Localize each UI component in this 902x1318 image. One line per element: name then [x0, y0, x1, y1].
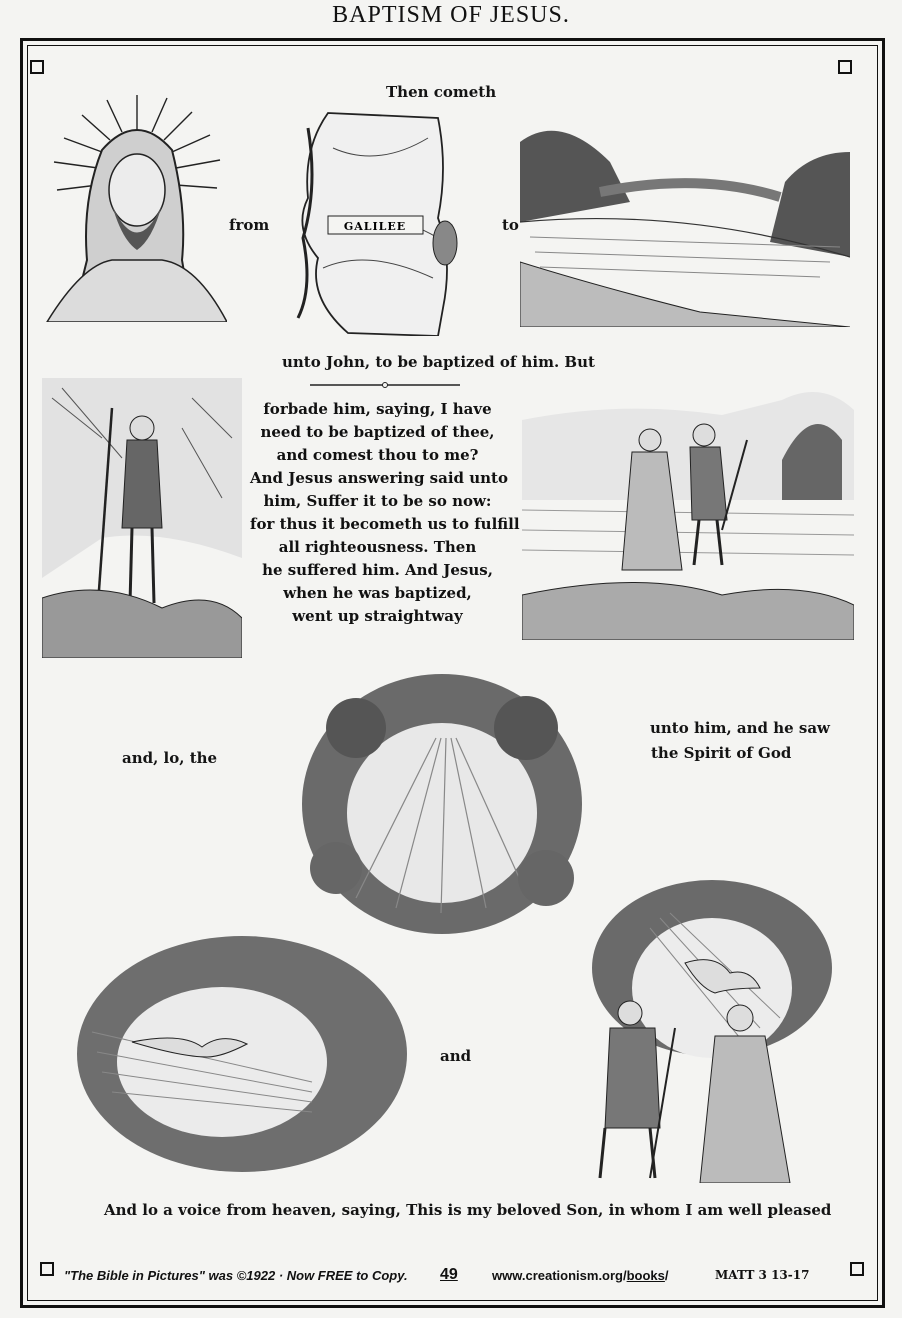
text-then-cometh: Then cometh	[386, 83, 497, 101]
text-to: to	[502, 216, 519, 234]
footer-url-suffix: /	[664, 1268, 669, 1283]
footer-url[interactable]	[492, 1268, 669, 1283]
paragraph-line: and comest thou to me?	[276, 446, 479, 464]
paragraph-line: And Jesus answering said unto	[250, 469, 508, 487]
text-unto-him-line2: the Spirit of God	[651, 744, 792, 762]
jesus-and-john-at-river-illustration	[522, 380, 854, 640]
map-label-galilee: GALILEE	[343, 220, 407, 233]
paragraph-line: when he was baptized,	[283, 584, 472, 602]
john-baptist-illustration	[42, 378, 242, 658]
text-from: from	[229, 216, 270, 234]
paragraph-line: went up straightway	[292, 607, 463, 625]
paragraph-line: he suffered him. And Jesus,	[262, 561, 493, 579]
scripture-reference: MATT 3 13-17	[715, 1268, 810, 1282]
footer-credit: "The Bible in Pictures" was ©1922 · Now FREE to Copy.	[64, 1268, 408, 1283]
map-illustration	[288, 108, 460, 336]
footer-url-prefix[interactable]: www.creationism.org/	[492, 1268, 627, 1283]
river-landscape-illustration	[520, 112, 850, 327]
spirit-descending-on-jesus-illustration	[590, 878, 835, 1183]
paragraph-line: all righteousness. Then	[278, 538, 477, 556]
corner-ornament-bottom-right	[850, 1262, 864, 1276]
corner-ornament-top-right	[838, 60, 852, 74]
text-and-lo-the: and, lo, the	[122, 749, 218, 767]
corner-ornament-bottom-left	[40, 1262, 54, 1276]
ornamental-divider	[310, 382, 460, 388]
descending-dove-illustration	[72, 932, 412, 1177]
page-title: BAPTISM OF JESUS.	[332, 2, 570, 28]
page-number: 49	[440, 1266, 458, 1283]
paragraph-line: him, Suffer it to be so now:	[263, 492, 492, 510]
heavens-opening-illustration	[296, 668, 588, 940]
text-and: and	[440, 1047, 472, 1065]
center-paragraph	[250, 398, 520, 628]
text-unto-john: unto John, to be baptized of him. But	[282, 353, 595, 371]
corner-ornament-top-left	[30, 60, 44, 74]
text-voice-from-heaven: And lo a voice from heaven, saying, This is my beloved Son, in whom I am well pleased	[104, 1201, 832, 1219]
text-unto-him-line1: unto him, and he saw	[650, 719, 830, 737]
paragraph-line: for thus it becometh us to fulfill	[250, 515, 520, 533]
paragraph-line: need to be baptized of thee,	[260, 423, 495, 441]
footer-url-books-link[interactable]: books	[626, 1268, 665, 1283]
paragraph-line: forbade him, saying, I have	[263, 400, 492, 418]
jesus-portrait-illustration	[42, 90, 227, 322]
